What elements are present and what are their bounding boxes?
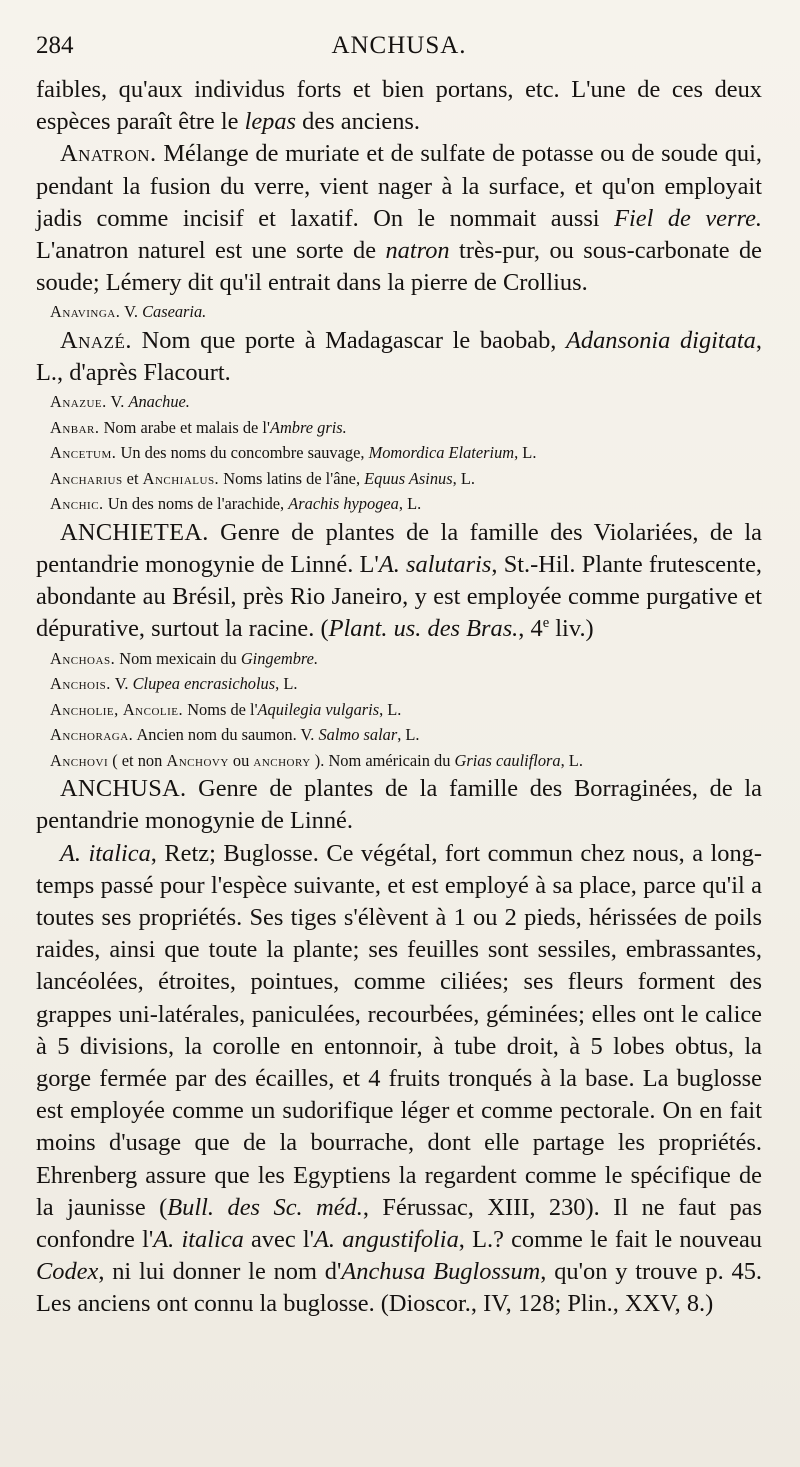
entry-text: ou bbox=[228, 750, 254, 770]
entry-text: Nom arabe et malais de l' bbox=[99, 417, 270, 437]
page-header bbox=[36, 30, 762, 74]
entry-headword: A. italica bbox=[60, 839, 151, 867]
entry-text: V. bbox=[110, 674, 133, 694]
entry-text: Mélange de muriate et de sulfate de potasse ou de soude qui, pendant la fusion du verre, vient nager à la surface, et qu'on employait jadis comme incisif et laxatif. On le nommait aussi bbox=[36, 140, 762, 232]
entry-headword: Anazé. bbox=[60, 326, 133, 354]
dictionary-entry bbox=[36, 773, 762, 837]
entry-text: Nom mexicain du bbox=[115, 648, 241, 668]
italic-term: Momordica Elaterium bbox=[368, 443, 515, 463]
dictionary-entry bbox=[36, 325, 762, 389]
entry-text: et bbox=[122, 468, 143, 488]
italic-term: Plant. us. des Bras. bbox=[328, 615, 519, 643]
entry-text: des anciens. bbox=[296, 108, 421, 136]
entry-text: e bbox=[542, 615, 550, 632]
entry-text: Un des noms de l'arachide, bbox=[103, 494, 289, 514]
entry-text: ). Nom américain du bbox=[310, 750, 455, 770]
dictionary-entry bbox=[36, 466, 762, 492]
italic-term: A. italica bbox=[153, 1225, 244, 1253]
italic-term: Arachis hypogea bbox=[288, 494, 399, 514]
dictionary-entry bbox=[36, 389, 762, 415]
entry-text: très-pur, ou sous-carbonate de soude; Lémery dit qu'il entrait dans la pierre de Crollius. bbox=[36, 237, 763, 297]
entry-headword: Anbar. bbox=[50, 417, 100, 437]
entry-text: , ni lui donner le nom d' bbox=[98, 1258, 342, 1286]
entry-text: , L. bbox=[560, 750, 583, 770]
entry-headword: Anchois. bbox=[50, 674, 111, 694]
italic-term: Bull. des Sc. méd. bbox=[167, 1193, 363, 1221]
running-title: ANCHUSA. bbox=[331, 32, 467, 59]
entry-headword: ANCHUSA. bbox=[60, 775, 187, 803]
entry-headword: ANCHIETEA. bbox=[60, 518, 209, 546]
dictionary-entry bbox=[36, 74, 762, 138]
entry-headword: Anchoas. bbox=[50, 648, 116, 668]
entry-text: anchory bbox=[253, 750, 311, 770]
italic-term: Casearia. bbox=[142, 302, 207, 322]
entry-headword: Ancetum. bbox=[50, 443, 117, 463]
entry-text: , L. bbox=[379, 699, 402, 719]
entry-text: Anchialus. bbox=[142, 468, 220, 488]
dictionary-entry bbox=[36, 299, 762, 325]
italic-term: Gingembre. bbox=[240, 648, 319, 668]
dictionary-entry bbox=[36, 440, 762, 466]
dictionary-entry bbox=[36, 748, 762, 774]
entry-text: , L.? comme le fait le nouveau bbox=[458, 1225, 763, 1253]
entry-text: , qu'on y trouve p. 45. Les anciens ont connu la buglosse. (Dioscor., IV, 128; Plin., XXV, 8.) bbox=[36, 1258, 762, 1318]
entry-text: , L. bbox=[275, 674, 298, 694]
dictionary-entry bbox=[36, 671, 762, 697]
italic-term: A. angustifolia bbox=[314, 1225, 459, 1253]
entry-text: , L. bbox=[397, 725, 420, 745]
entry-text: Un des noms du concombre sauvage, bbox=[116, 443, 369, 463]
entry-text: , Férussac, XIII, 230). Il ne faut pas confondre l' bbox=[36, 1193, 763, 1253]
entry-text: , Retz; Buglosse. Ce végétal, fort commun chez nous, a long-temps passé pour l'espèce suivante, et est employé à sa place, parce qu'il a toutes ses propriétés. Ses tiges s'élèvent à 1 ou 2 pieds, hérissées de poils raides, ainsi que toute la plante; ses feuilles sont sessiles, embrassantes, lancéolées, étroites, pointues, comme ciliées; ses fleurs forment des grappes uni-latérales, paniculées, recourbées, géminées; elles ont le calice à 5 divisions, la corolle en entonnoir, à tube droit, à 5 lobes obtus, la gorge fermée par des écailles, et 4 fruits tronqués à la base. La buglosse est employée comme un sudorifique léger et comme pectorale. On en fait moins d'usage que de la bourrache, dont elle partage les propriétés. Ehrenberg assure que les Egyptiens la regardent comme le spécifique de la jaunisse ( bbox=[36, 839, 762, 1221]
entry-text: , L. bbox=[398, 494, 422, 514]
italic-term: lepas bbox=[244, 108, 297, 136]
entry-text: Ancien nom du saumon. V. bbox=[133, 725, 319, 745]
italic-term: Clupea encrasicholus bbox=[132, 674, 276, 694]
entry-text: , St.-Hil. Plante frutescente, abondante au Brésil, près Rio Janeiro, y est employée comme purgative et dépurative, surtout la racine. ( bbox=[36, 551, 762, 643]
entry-text: Ancolie. bbox=[122, 699, 184, 719]
entry-text: ( et non bbox=[108, 750, 167, 770]
italic-term: Ambre gris. bbox=[269, 417, 347, 437]
entry-text: Nom que porte à Madagascar le baobab, bbox=[132, 326, 567, 354]
italic-term: Fiel de verre. bbox=[614, 204, 762, 232]
entry-headword: Anchovi bbox=[50, 750, 109, 770]
italic-term: Equus Asinus bbox=[364, 468, 453, 488]
italic-term: Codex bbox=[36, 1258, 99, 1286]
entry-text: L'anatron naturel est une sorte de bbox=[36, 237, 386, 265]
entry-text: avec l' bbox=[243, 1225, 315, 1253]
entry-text: , L. bbox=[452, 468, 475, 488]
entry-headword: Ancholie, bbox=[50, 699, 119, 719]
entry-headword: Anavinga. bbox=[50, 302, 121, 322]
entry-headword: Ancharius bbox=[50, 468, 123, 488]
entry-headword: Anchic. bbox=[50, 494, 104, 514]
italic-term: natron bbox=[385, 237, 450, 265]
entry-text: Noms de l' bbox=[183, 699, 258, 719]
italic-term: Adansonia digitata bbox=[566, 326, 756, 354]
entry-text: , L., d'après Flacourt. bbox=[36, 326, 762, 387]
italic-term: Anchusa Buglossum bbox=[341, 1258, 541, 1286]
entry-text: , L. bbox=[514, 443, 537, 463]
entry-text: , 4 bbox=[518, 615, 543, 643]
dictionary-entry bbox=[36, 838, 762, 1321]
entry-text: V. bbox=[120, 302, 143, 322]
entry-text: Anchovy bbox=[166, 750, 229, 770]
dictionary-entry bbox=[36, 722, 762, 748]
entry-headword: Anatron. bbox=[60, 140, 157, 168]
entry-text: V. bbox=[106, 392, 129, 412]
dictionary-entry bbox=[36, 415, 762, 441]
italic-term: Anachue. bbox=[128, 392, 190, 412]
italic-term: Salmo salar bbox=[318, 725, 398, 745]
entry-headword: Anazue. bbox=[50, 392, 107, 412]
italic-term: Aquilegia vulgaris bbox=[257, 699, 380, 719]
entry-text: Noms latins de l'âne, bbox=[219, 468, 365, 488]
entry-headword: Anchoraga. bbox=[50, 725, 134, 745]
entry-text: Genre de plantes de la famille des Violariées, de la pentandrie monogynie de Linné. L' bbox=[36, 518, 762, 579]
dictionary-entry bbox=[36, 517, 762, 646]
entry-text: liv.) bbox=[549, 615, 594, 643]
entry-text: Genre de plantes de la famille des Borraginées, de la pentandrie monogynie de Linné. bbox=[36, 775, 762, 835]
dictionary-entry bbox=[36, 697, 762, 723]
dictionary-entry bbox=[36, 491, 762, 517]
dictionary-entry bbox=[36, 646, 762, 672]
page-number: 284 bbox=[36, 32, 74, 59]
italic-term: A. salutaris bbox=[378, 551, 492, 579]
entry-list bbox=[36, 74, 762, 1321]
italic-term: Grias cauliflora bbox=[454, 750, 561, 770]
dictionary-entry bbox=[36, 138, 762, 299]
entry-text: faibles, qu'aux individus forts et bien portans, etc. L'une de ces deux espèces paraît être le bbox=[36, 76, 762, 136]
